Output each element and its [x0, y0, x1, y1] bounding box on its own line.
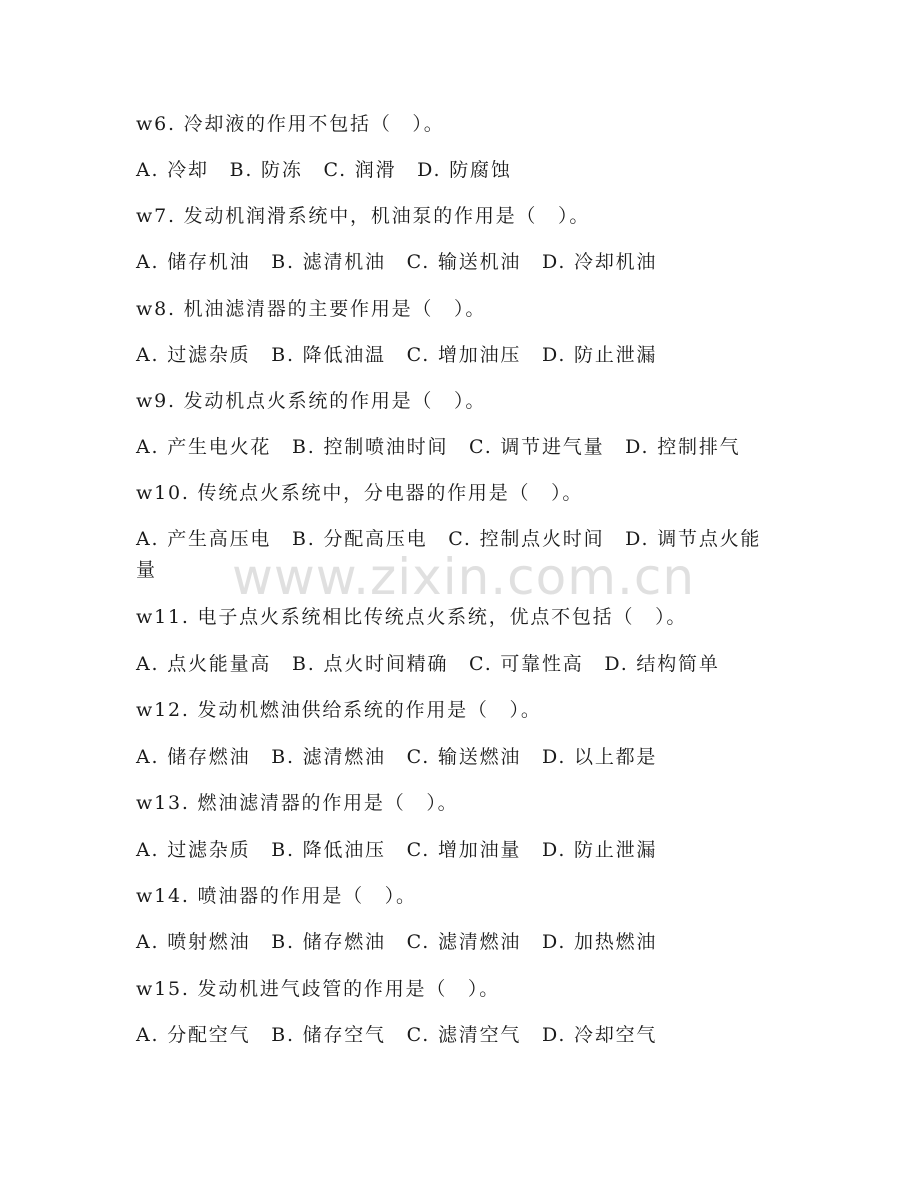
- question-w12: w12. 发动机燃油供给系统的作用是（ ）。: [136, 699, 542, 721]
- question-w11: w11. 电子点火系统相比传统点火系统，优点不包括（ ）。: [136, 606, 688, 628]
- question-w15: w15. 发动机进气歧管的作用是（ ）。: [136, 978, 501, 1000]
- options-w10: A. 产生高压电 B. 分配高压电 C. 控制点火时间 D. 调节点火能量: [136, 528, 762, 581]
- options-w8: A. 过滤杂质 B. 降低油温 C. 增加油压 D. 防止泄漏: [136, 344, 658, 366]
- question-w8: w8. 机油滤清器的主要作用是（ ）。: [136, 298, 487, 320]
- question-w10: w10. 传统点火系统中，分电器的作用是（ ）。: [136, 482, 584, 504]
- question-w6: w6. 冷却液的作用不包括（ ）。: [136, 113, 445, 135]
- question-w7: w7. 发动机润滑系统中，机油泵的作用是（ ）。: [136, 205, 591, 227]
- question-w9: w9. 发动机点火系统的作用是（ ）。: [136, 390, 487, 412]
- question-w14: w14. 喷油器的作用是（ ）。: [136, 885, 417, 907]
- options-w11: A. 点火能量高 B. 点火时间精确 C. 可靠性高 D. 结构简单: [136, 653, 720, 675]
- options-w9: A. 产生电火花 B. 控制喷油时间 C. 调节进气量 D. 控制排气: [136, 436, 741, 458]
- options-w14: A. 喷射燃油 B. 储存燃油 C. 滤清燃油 D. 加热燃油: [136, 931, 658, 953]
- options-w12: A. 储存燃油 B. 滤清燃油 C. 输送燃油 D. 以上都是: [136, 746, 658, 768]
- watermark: www.zixin.com.cn: [232, 548, 696, 606]
- question-w13: w13. 燃油滤清器的作用是（ ）。: [136, 792, 459, 814]
- options-w7: A. 储存机油 B. 滤清机油 C. 输送机油 D. 冷却机油: [136, 251, 658, 273]
- options-w15: A. 分配空气 B. 储存空气 C. 滤清空气 D. 冷却空气: [136, 1024, 658, 1046]
- options-w13: A. 过滤杂质 B. 降低油压 C. 增加油量 D. 防止泄漏: [136, 839, 658, 861]
- options-w6: A. 冷却 B. 防冻 C. 润滑 D. 防腐蚀: [136, 159, 512, 181]
